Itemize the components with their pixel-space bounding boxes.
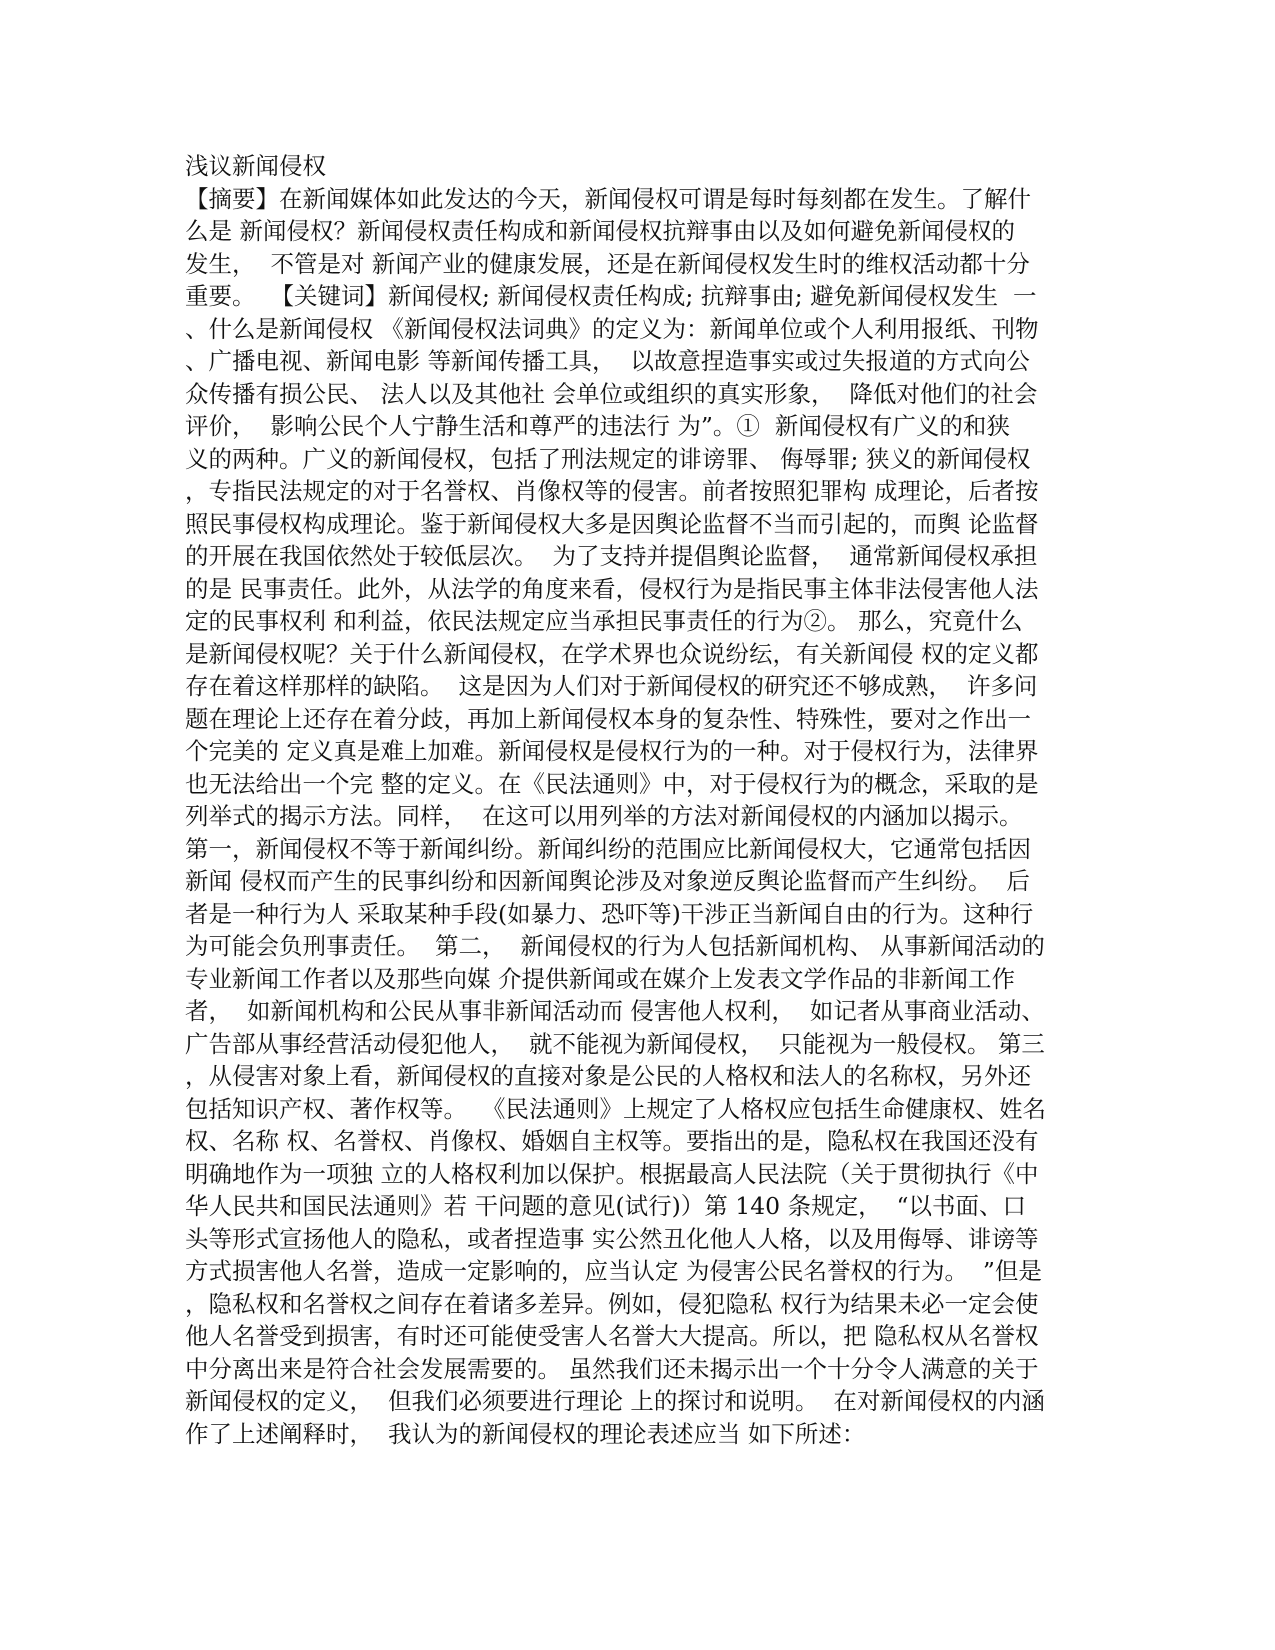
text-line: 作了上述阐释时， 我认为的新闻侵权的理论表述应当 如下所述：: [185, 1419, 866, 1448]
text-line: 评价， 影响公民个人宁静生活和尊严的违法行 为”。① 新闻侵权有广义的和狭: [185, 412, 1010, 440]
text-line: 第一，新闻侵权不等于新闻纠纷。新闻纠纷的范围应比新闻侵权大，它通常包括因: [185, 834, 1031, 863]
text-line: 存在着这样那样的缺陷。 这是因为人们对于新闻侵权的研究还不够成熟， 许多问: [185, 672, 1038, 700]
text-line: 【摘要】在新闻媒体如此发达的今天，新闻侵权可谓是每时每刻都在发生。了解什: [185, 184, 1031, 213]
article-body: [185, 150, 1095, 1450]
text-line: 华人民共和国民法通则》若 干问题的意见(试行)）第 140 条规定， “以书面、口: [185, 1192, 1027, 1220]
text-line: 包括知识产权、著作权等。 《民法通则》上规定了人格权应包括生命健康权、姓名: [185, 1094, 1046, 1123]
text-line: ，隐私权和名誉权之间存在着诸多差异。例如，侵犯隐私 权行为结果未必一定会使: [185, 1289, 1039, 1318]
text-line: 的是 民事责任。此外，从法学的角度来看，侵权行为是指民事主体非法侵害他人法: [185, 574, 1039, 603]
article-title: 浅议新闻侵权: [185, 152, 326, 180]
text-line: 权、名称 权、名誉权、肖像权、婚姻自主权等。要指出的是，隐私权在我国还没有: [185, 1127, 1039, 1155]
text-line: 照民事侵权构成理论。鉴于新闻侵权大多是因舆论监督不当而引起的，而舆 论监督: [185, 509, 1039, 538]
text-line: 个完美的 定义真是难上加难。新闻侵权是侵权行为的一种。对于侵权行为，法律界: [185, 737, 1039, 765]
text-line: ，专指民法规定的对于名誉权、肖像权等的侵害。前者按照犯罪构 成理论，后者按: [185, 477, 1039, 505]
text-line: 他人名誉受到损害，有时还可能使受害人名誉大大提高。所以，把 隐私权从名誉权: [185, 1322, 1039, 1350]
text-line: 也无法给出一个完 整的定义。在《民法通则》中，对于侵权行为的概念，采取的是: [185, 769, 1039, 798]
text-line: ，从侵害对象上看，新闻侵权的直接对象是公民的人格权和法人的名称权，另外还: [185, 1062, 1031, 1090]
text-line: 广告部从事经营活动侵犯他人， 就不能视为新闻侵权， 只能视为一般侵权。 第三: [185, 1029, 1045, 1058]
text-line: 方式损害他人名誉，造成一定影响的，应当认定 为侵害公民名誉权的行为。 ”但是: [185, 1257, 1042, 1285]
text-line: 义的两种。广义的新闻侵权，包括了刑法规定的诽谤罪、 侮辱罪; 狭义的新闻侵权: [185, 444, 1031, 473]
text-line: 明确地作为一项独 立的人格权利加以保护。根据最高人民法院（关于贯彻执行《中: [185, 1159, 1039, 1188]
text-line: 专业新闻工作者以及那些向媒 介提供新闻或在媒介上发表文学作品的非新闻工作: [185, 964, 1015, 993]
text-line: 、什么是新闻侵权 《新闻侵权法词典》的定义为：新闻单位或个人利用报纸、刊物: [185, 314, 1039, 343]
text-line: 者是一种行为人 采取某种手段(如暴力、恐吓等)干涉正当新闻自由的行为。这种行: [185, 899, 1034, 928]
text-line: 定的民事权利 和利益，依民法规定应当承担民事责任的行为②。 那么，究竟什么: [185, 607, 1023, 635]
text-line: 列举式的揭示方法。同样， 在这可以用列举的方法对新闻侵权的内涵加以揭示。: [185, 802, 1023, 830]
text-line: 发生， 不管是对 新闻产业的健康发展，还是在新闻侵权发生时的维权活动都十分: [185, 249, 1030, 278]
text-line: 、广播电视、新闻电影 等新闻传播工具， 以故意捏造事实或过失报道的方式向公: [185, 347, 1030, 375]
text-line: 新闻 侵权而产生的民事纠纷和因新闻舆论涉及对象逆反舆论监督而产生纠纷。 后: [185, 867, 1030, 895]
text-line: 头等形式宣扬他人的隐私，或者捏造事 实公然丑化他人人格，以及用侮辱、诽谤等: [185, 1224, 1039, 1253]
text-line: 是新闻侵权呢？关于什么新闻侵权，在学术界也众说纷纭，有关新闻侵 权的定义都: [185, 639, 1039, 668]
text-line: 么是 新闻侵权？新闻侵权责任构成和新闻侵权抗辩事由以及如何避免新闻侵权的: [185, 217, 1015, 245]
text-line: 者， 如新闻机构和公民从事非新闻活动而 侵害他人权利， 如记者从事商业活动、: [185, 997, 1045, 1025]
text-line: 为可能会负刑事责任。 第二， 新闻侵权的行为人包括新闻机构、 从事新闻活动的: [185, 932, 1045, 960]
text-line: 题在理论上还存在着分歧，再加上新闻侵权本身的复杂性、特殊性，要对之作出一: [185, 704, 1031, 733]
text-line: 中分离出来是符合社会发展需要的。 虽然我们还未揭示出一个十分令人满意的关于: [185, 1354, 1039, 1383]
text-line: 众传播有损公民、 法人以及其他社 会单位或组织的真实形象， 降低对他们的社会: [185, 379, 1038, 408]
text-line: 的开展在我国依然处于较低层次。 为了支持并提倡舆论监督， 通常新闻侵权承担: [185, 542, 1038, 570]
text-line: 新闻侵权的定义， 但我们必须要进行理论 上的探讨和说明。 在对新闻侵权的内涵: [185, 1387, 1045, 1415]
text-line: 重要。 【关键词】新闻侵权; 新闻侵权责任构成; 抗辩事由; 避免新闻侵权发生 一: [185, 282, 1037, 310]
